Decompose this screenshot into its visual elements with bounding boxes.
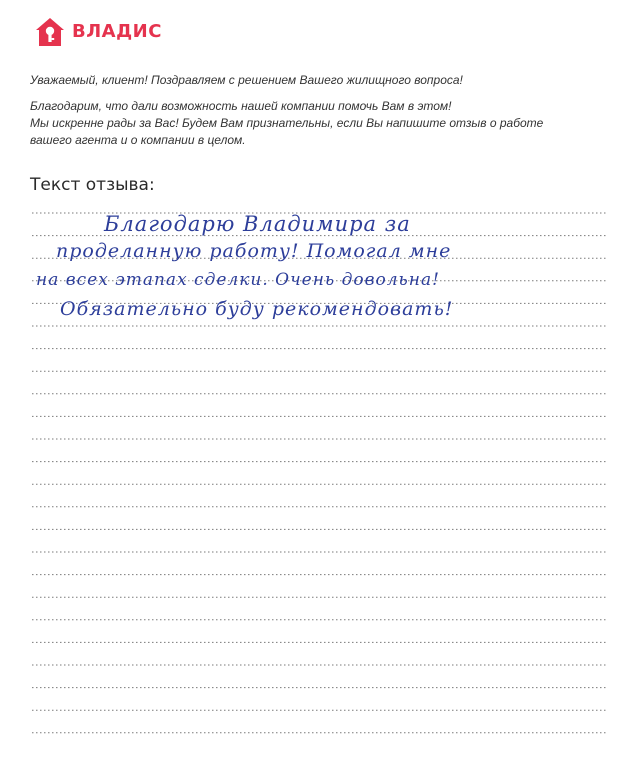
handwritten-line-3: на всех этапах сделки. Очень довольна! [36,270,440,290]
thanks-line: Благодарим, что дали возможность нашей компании помочь Вам в этом! [30,99,452,113]
intro-text [30,72,600,149]
logo-text: ВЛАДИС [72,21,162,42]
handwritten-line-2: проделанную работу! Помогал мне [56,240,452,262]
request-line-2: вашего агента и о компании в целом. [30,133,246,147]
house-key-icon [34,16,66,48]
request-line-1: Мы искренне рады за Вас! Будем Вам признательны, если Вы напишите отзыв о работе [30,116,544,130]
review-heading: Текст отзыва: [30,175,155,195]
company-logo [34,16,162,48]
handwritten-review [32,208,622,348]
greeting-line: Уважаемый, клиент! Поздравляем с решением Вашего жилищного вопроса! [30,73,463,87]
handwritten-line-4: Обязательно буду рекомендовать! [60,298,454,320]
handwritten-line-1: Благодарю Владимира за [104,212,411,236]
